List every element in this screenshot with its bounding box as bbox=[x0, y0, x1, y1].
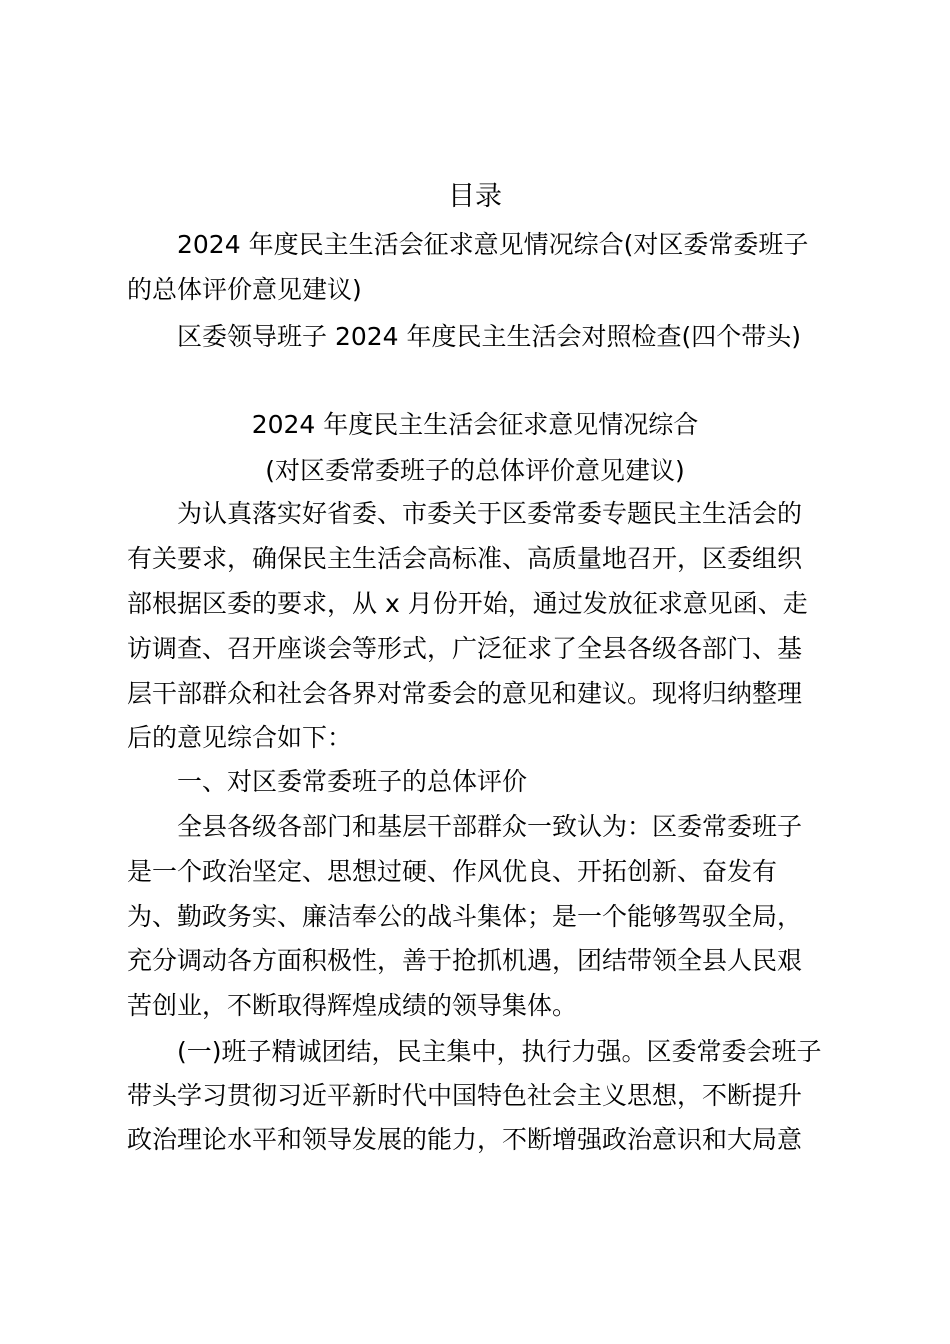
article-subtitle: (对区委常委班子的总体评价意见建议) bbox=[265, 456, 685, 485]
paragraph-2-line-3: 为、勤政务实、廉洁奉公的战斗集体；是一个能够驾驭全局， bbox=[127, 902, 803, 931]
paragraph-1-line-1: 为认真落实好省委、市委关于区委常委专题民主生活会的 bbox=[177, 499, 803, 528]
paragraph-3-line-3: 政治理论水平和领导发展的能力，不断增强政治意识和大局意 bbox=[127, 1125, 803, 1154]
toc-entry-1-line-1: 2024 年度民主生活会征求意见情况综合(对区委常委班子 bbox=[177, 230, 809, 259]
article-title: 2024 年度民主生活会征求意见情况综合 bbox=[251, 410, 699, 439]
paragraph-1-line-6: 后的意见综合如下： bbox=[127, 723, 353, 752]
paragraph-2-line-5: 苦创业，不断取得辉煌成绩的领导集体。 bbox=[127, 991, 578, 1020]
paragraph-2-line-2: 是一个政治坚定、思想过硬、作风优良、开拓创新、奋发有 bbox=[127, 857, 778, 886]
toc-title: 目录 bbox=[448, 181, 502, 212]
paragraph-1-line-3: 部根据区委的要求，从 x 月份开始，通过发放征求意见函、走 bbox=[127, 589, 808, 618]
paragraph-1-line-4: 访调查、召开座谈会等形式，广泛征求了全县各级各部门、基 bbox=[127, 634, 803, 663]
paragraph-1-line-5: 层干部群众和社会各界对常委会的意见和建议。现将归纳整理 bbox=[127, 679, 803, 708]
paragraph-3-line-2: 带头学习贯彻习近平新时代中国特色社会主义思想，不断提升 bbox=[127, 1081, 803, 1110]
toc-entry-1-line-2: 的总体评价意见建议) bbox=[127, 275, 362, 304]
paragraph-3-line-1: (一)班子精诚团结，民主集中，执行力强。区委常委会班子 bbox=[177, 1037, 822, 1066]
paragraph-2-line-1: 全县各级各部门和基层干部群众一致认为：区委常委班子 bbox=[177, 812, 803, 841]
section-heading-1: 一、对区委常委班子的总体评价 bbox=[177, 767, 528, 796]
paragraph-1-line-2: 有关要求，确保民主生活会高标准、高质量地召开，区委组织 bbox=[127, 544, 803, 573]
paragraph-2-line-4: 充分调动各方面积极性，善于抢抓机遇，团结带领全县人民艰 bbox=[127, 946, 803, 975]
toc-entry-2: 区委领导班子 2024 年度民主生活会对照检查(四个带头) bbox=[177, 322, 802, 351]
